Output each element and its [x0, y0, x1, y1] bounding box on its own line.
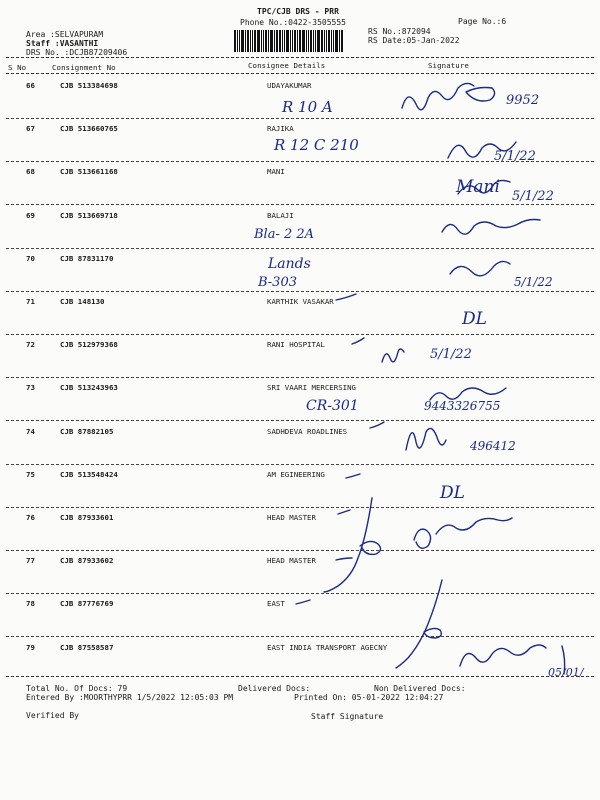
row-sno: 68	[26, 167, 35, 177]
handwritten-room-73: CR-301	[306, 398, 359, 414]
rs-number: RS No.:872094	[368, 27, 431, 36]
document-title: TPC/CJB DRS - PRR	[257, 7, 339, 16]
handwritten-date-68: 5/1/22	[512, 189, 554, 204]
row-sno: 72	[26, 340, 35, 350]
row-consignee-name: EAST INDIA TRANSPORT AGECNY	[267, 642, 388, 652]
staff-label: Staff :VASANTHI	[26, 39, 99, 48]
row-consignment-no: CJB 513548424	[60, 469, 118, 479]
row-sno: 77	[26, 556, 35, 566]
handwritten-note-69: Bla- 2 2A	[254, 227, 315, 242]
row-consignee-name: BALAJI	[267, 210, 294, 220]
row-sno: 71	[26, 297, 35, 306]
handwritten-mark-71: DL	[462, 309, 487, 329]
row-sno: 69	[26, 210, 35, 220]
handwritten-room-70: B-303	[258, 275, 297, 290]
row-consignment-no: CJB 87882105	[60, 426, 114, 436]
row-consignee-name: EAST	[267, 599, 285, 609]
signature-stroke-78	[396, 580, 442, 668]
handwritten-phone-73: 9443326755	[424, 399, 501, 413]
total-docs: Total No. Of Docs: 79	[26, 684, 128, 693]
row-consignee-name: HEAD MASTER	[267, 556, 316, 566]
handwritten-date-67: 5/1/22	[494, 149, 536, 164]
staff-signature: Staff Signature	[311, 712, 384, 721]
handwritten-phone-66: 9952	[506, 93, 540, 108]
delivered-docs: Delivered Docs:	[238, 684, 311, 693]
row-consignment-no: CJB 87558587	[60, 642, 114, 652]
area-label: Area :SELVAPURAM	[26, 30, 104, 39]
handwritten-date-79: 05/01/	[548, 666, 584, 679]
row-consignment-no: CJB 87776769	[60, 599, 114, 609]
signature-scribble-69	[442, 220, 540, 235]
row-consignment-no: CJB 513661168	[60, 167, 118, 177]
page-number: Page No.:6	[458, 17, 507, 26]
handwritten-date-70: 5/1/22	[514, 275, 553, 289]
signature-scribble-66	[402, 83, 474, 109]
rs-date: RS Date:05-Jan-2022	[368, 36, 460, 45]
row-sno: 78	[26, 599, 35, 609]
row-sno: 73	[26, 383, 35, 393]
row-consignment-no: CJB 513384698	[60, 81, 118, 90]
mark-71	[336, 294, 356, 300]
handwritten-mark-75: DL	[440, 483, 465, 503]
row-consignee-name: KARTHIK VASAKAR	[267, 297, 334, 306]
row-consignment-no: CJB 513669718	[60, 210, 118, 220]
row-consignment-no: CJB 148130	[60, 297, 105, 306]
row-consignee-name: HEAD MASTER	[267, 513, 316, 522]
row-sno: 75	[26, 469, 35, 479]
row-consignee-name: SRI VAARI MERCERSING	[267, 383, 356, 393]
row-sno: 74	[26, 426, 35, 436]
row-consignment-no: CJB 87933602	[60, 556, 114, 566]
row-consignee-name: AM EGINEERING	[267, 469, 325, 479]
col-signature: Signature	[428, 61, 469, 70]
signature-scribble-76	[414, 529, 431, 548]
signature-stroke-76	[324, 498, 372, 592]
non-delivered-docs: Non Delivered Docs:	[374, 684, 466, 693]
row-consignment-no: CJB 512979368	[60, 340, 118, 350]
handwritten-note-66: R 10 A	[282, 98, 333, 116]
row-consignee-name: MANI	[267, 167, 285, 177]
col-consignment: Consignment No	[52, 63, 116, 72]
row-consignment-no: CJB 513243963	[60, 383, 118, 393]
row-sno: 79	[26, 642, 35, 652]
phone-number: Phone No.:0422-3505555	[240, 18, 346, 27]
col-sno: S No	[8, 63, 27, 72]
signature-scribble-79	[460, 645, 546, 666]
signature-scribble-70	[450, 261, 510, 275]
row-consignment-no: CJB 513660765	[60, 124, 118, 134]
row-sno: 67	[26, 124, 35, 134]
signature-scribble-74	[406, 428, 446, 450]
handwritten-date-72: 5/1/22	[430, 347, 472, 362]
drs-number: DRS No. :DCJB87209406	[26, 48, 128, 57]
handwritten-note-67: R 12 C 210	[274, 136, 359, 154]
row-consignee-name: RANI HOSPITAL	[267, 340, 325, 350]
printed-on: Printed On: 05-01-2022 12:04:27	[294, 693, 444, 702]
verified-by: Verified By	[26, 711, 79, 720]
row-sno: 76	[26, 513, 35, 522]
row-consignee-name: SADHDEVA ROADLINES	[267, 426, 348, 436]
row-consignee-name: UDAYAKUMAR	[267, 81, 312, 90]
handwritten-num-74: 496412	[470, 439, 516, 453]
signature-scribble-72	[382, 349, 404, 362]
handwritten-sig-68: Mani	[456, 177, 500, 197]
handwritten-note-70: Lands	[268, 256, 311, 272]
row-consignment-no: CJB 87933601	[60, 513, 114, 522]
row-consignment-no: CJB 87831170	[60, 253, 114, 263]
entered-by: Entered By :MOORTHYPRR 1/5/2022 12:05:03 PM	[26, 693, 234, 702]
row-sno: 70	[26, 253, 35, 263]
col-consignee: Consignee Details	[248, 61, 326, 70]
row-sno: 66	[26, 81, 35, 90]
row-consignee-name: RAJIKA	[267, 124, 294, 134]
